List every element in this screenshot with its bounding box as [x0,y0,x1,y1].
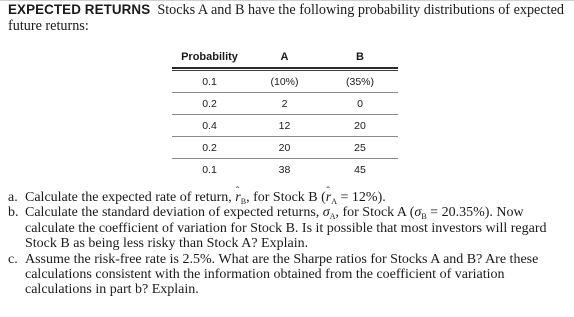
table-row [172,159,398,180]
header-stock-a: A [280,51,289,63]
cell-probability: 0.1 [202,75,217,88]
table-row [172,71,398,93]
cell-return-b: 25 [354,141,366,154]
problem-intro [8,2,568,34]
cell-probability: 0.2 [202,97,217,110]
cell-return-a: 12 [278,119,291,132]
question-a [8,190,570,205]
table-row [172,137,398,159]
cell-return-a: 20 [278,141,291,154]
top-divider [0,0,574,1]
sigma-symbol: σ [322,205,330,221]
cell-probability: 0.2 [202,141,217,154]
table-row [172,93,398,115]
problem-heading: EXPECTED RETURNS [8,2,151,17]
cell-return-b: 20 [354,119,366,132]
cell-return-b: 0 [357,97,363,110]
table-body [172,71,398,180]
question-letter: b. [8,205,19,221]
cell-probability: 0.1 [202,163,217,176]
header-stock-b: B [356,51,364,63]
cell-return-a: 2 [281,97,288,110]
r-hat-symbol: ˆ r [326,190,331,205]
table-header [172,47,398,67]
question-letter: a. [8,190,18,205]
question-text: Calculate the standard deviation of expected returns, $\sigma_A$, for Stock A $(\sigma_B = 20.35\%)$. Now calculate the coefficient of variation for Stock B. Is it possible that most investors will regard Stock B as being less risky than Stock A? Explain. [25,205,547,252]
cell-return-b: 45 [354,163,366,176]
cell-probability: 0.4 [202,119,217,132]
question-letter: c. [8,251,18,267]
header-rule [172,67,398,69]
probability-table [172,47,398,180]
question-text: Assume the risk-free rate is 2.5%. What are the Sharpe ratios for Stocks A and B? Are these calculations consistent with the information obtained from the coefficient of variation calculations in part b? Explain. [25,251,539,298]
cell-return-b: (35%) [345,75,374,88]
header-probability: Probability [181,51,238,63]
question-list [8,190,570,298]
question-c [8,252,570,298]
table-row [172,115,398,137]
sigma-symbol: σ [414,205,422,221]
r-hat-symbol: ˆ r [235,190,240,205]
question-text: Calculate the expected rate of return, ˆ $r_B$, for Stock B (ˆ $r_A = 12\%$). [25,190,570,205]
cell-return-a: 38 [278,163,291,176]
cell-return-a: (10%) [270,75,299,88]
question-b [8,205,570,251]
problem-statement: Stocks A and B have the following probability distributions of expected future returns: [8,2,564,34]
